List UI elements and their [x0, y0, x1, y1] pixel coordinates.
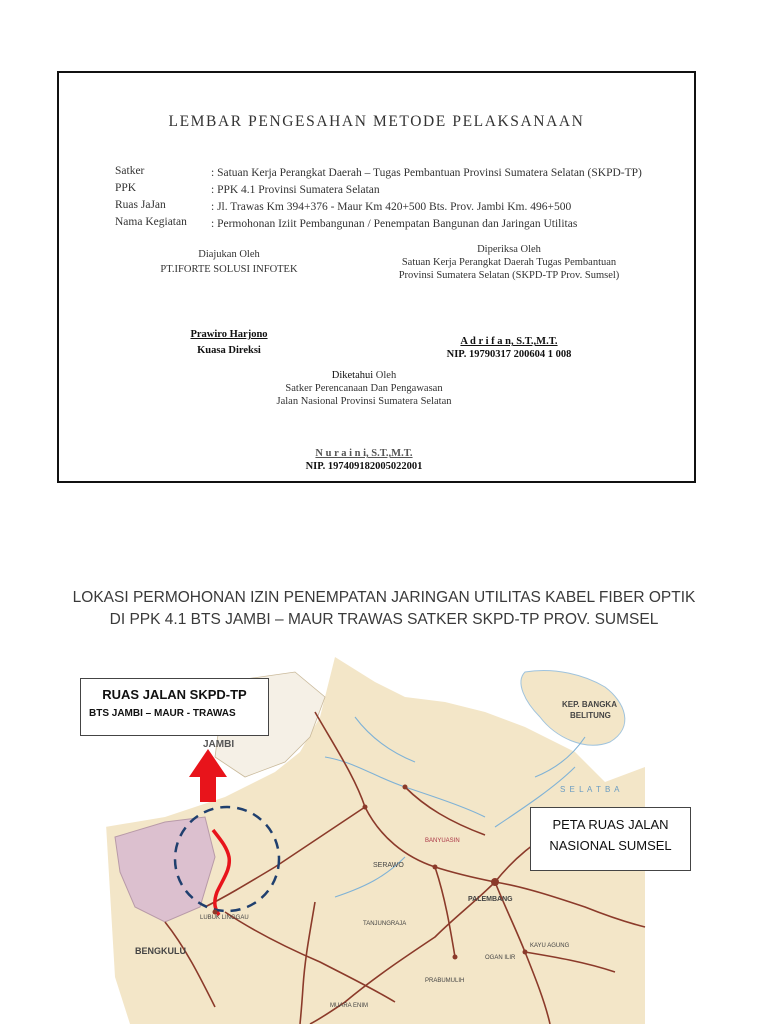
map-legend-box [530, 807, 691, 871]
submitted-role: Kuasa Direksi [197, 345, 261, 356]
checked-nip: NIP. 19790317 200604 1 008 [446, 349, 572, 360]
field-value: : Jl. Trawas Km 394+376 - Maur Km 420+500 Bts. Prov. Jambi Km. 496+500 [211, 201, 572, 213]
checked-signatory [414, 335, 604, 361]
label-ogan-ilir: OGAN ILIR [485, 955, 516, 961]
checked-name: A d r i f a n, S.T.,M.T. [460, 336, 558, 347]
route-callout-title: RUAS JALAN SKPD-TP [102, 687, 247, 702]
known-heading-bold: Diketahui [331, 370, 374, 381]
route-callout [80, 678, 269, 736]
known-signatory [269, 447, 459, 473]
checked-by-block [384, 243, 634, 282]
highlighted-route [213, 830, 229, 915]
known-by-block [244, 369, 484, 408]
label-muara-enim: MUARA ENIM [330, 1003, 369, 1009]
label-lubuklinggau: LUBUK LINGGAU [200, 915, 249, 921]
field-label: Nama Kegiatan [115, 216, 187, 228]
known-heading [244, 369, 484, 382]
document-title: LEMBAR PENGESAHAN METODE PELAKSANAAN [168, 113, 585, 130]
checked-org-line1: Satuan Kerja Perangkat Daerah Tugas Pembantuan [401, 257, 617, 268]
road-map [89, 657, 672, 1024]
known-heading-rest: Oleh [373, 370, 397, 381]
map-caption-line2: DI PPK 4.1 BTS JAMBI – MAUR TRAWAS SATKER SKPD-TP PROV. SUMSEL [109, 611, 659, 628]
route-callout-subtitle: BTS JAMBI – MAUR - TRAWAS [89, 708, 236, 719]
field-value: : Satuan Kerja Perangkat Daerah – Tugas Pembantuan Provinsi Sumatera Selatan (SKPD-TP) [211, 167, 642, 179]
approval-sheet [57, 71, 696, 483]
label-tanjungraja: TANJUNGRAJA [363, 921, 407, 927]
label-belitung: BELITUNG [570, 711, 611, 720]
submitted-org: PT.IFORTE SOLUSI INFOTEK [160, 264, 298, 275]
label-palembang: PALEMBANG [468, 896, 513, 903]
label-jambi: JAMBI [203, 739, 235, 750]
field-value: : PPK 4.1 Provinsi Sumatera Selatan [211, 184, 380, 196]
field-label: PPK [115, 182, 137, 194]
field-value: : Permohonan Iziit Pembangunan / Penempatan Bangunan dan Jaringan Utilitas [211, 218, 578, 230]
label-serawo: SERAWO [373, 862, 404, 869]
bengkulu-region [115, 817, 215, 922]
known-nip: NIP. 197409182005022001 [305, 461, 423, 472]
checked-org-line2: Provinsi Sumatera Selatan (SKPD-TP Prov. Sumsel) [398, 270, 620, 281]
label-bengkulu: BENGKULU [135, 946, 186, 956]
label-prabumulih: PRABUMULIH [425, 978, 465, 984]
legend-line2: NASIONAL SUMSEL [549, 838, 672, 853]
label-selat: S E L A T B A [560, 785, 621, 794]
label-bangka: KEP. BANGKA [562, 700, 617, 709]
submitted-by-block [134, 248, 324, 276]
legend-line1: PETA RUAS JALAN [552, 817, 669, 832]
submitted-name: Prawiro Harjono [190, 329, 268, 340]
map-caption-line1: LOKASI PERMOHONAN IZIN PENEMPATAN JARINGAN UTILITAS KABEL FIBER OPTIK [72, 589, 696, 606]
label-banyuasin: BANYUASIN [425, 838, 460, 844]
submitted-heading: Diajukan Oleh [198, 249, 260, 260]
known-org-line1: Satker Perencanaan Dan Pengawasan [285, 383, 443, 394]
label-kayu-agung: KAYU AGUNG [530, 943, 570, 949]
field-label: Satker [115, 165, 145, 177]
checked-heading: Diperiksa Oleh [477, 244, 541, 255]
known-org-line2: Jalan Nasional Provinsi Sumatera Selatan [276, 396, 452, 407]
field-label: Ruas JaJan [115, 199, 166, 211]
submitted-signatory [154, 328, 304, 357]
known-name: N u r a i n i, S.T.,M.T. [315, 448, 413, 459]
